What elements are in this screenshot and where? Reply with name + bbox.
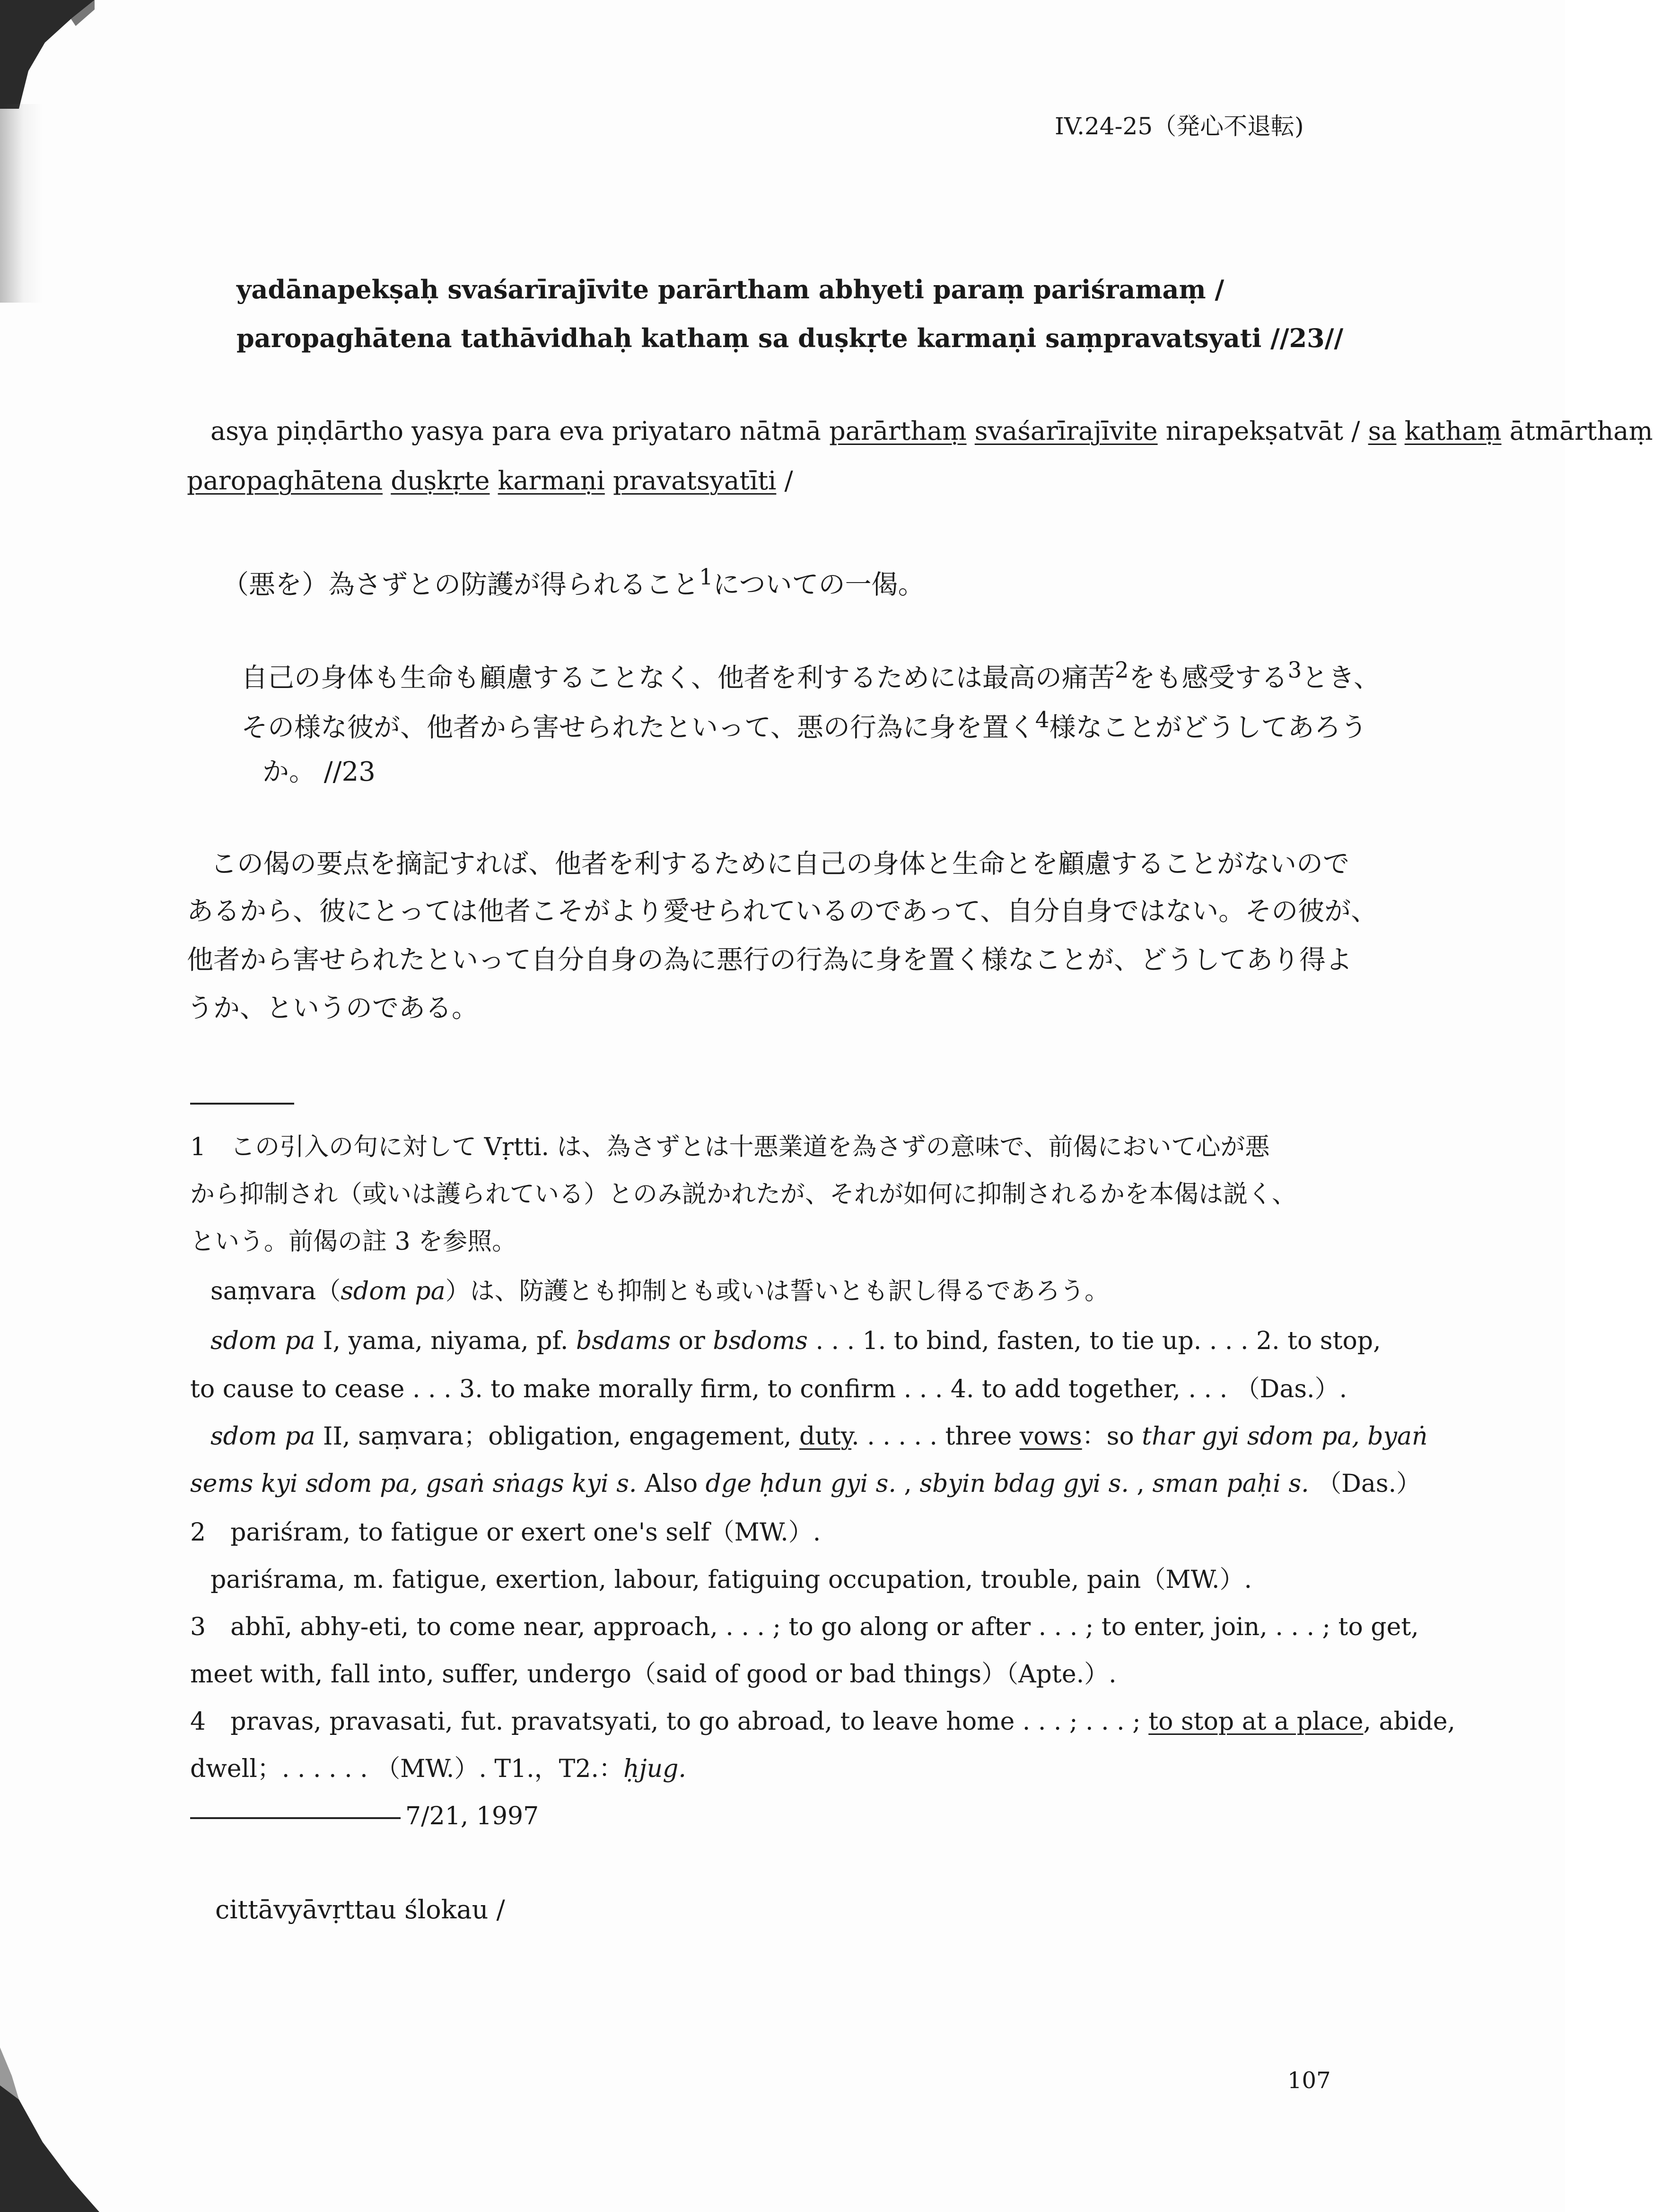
commentary-text: asya piṇḍārtho yasya para eva priyataro nātmā — [210, 416, 830, 446]
footnote-text: Also — [637, 1470, 706, 1498]
heading-text: （悪を）為さずとの防護が得られること — [222, 569, 699, 601]
translation-text: その様な彼が、他者から害せられたといって、悪の行為に身を置く — [241, 712, 1035, 743]
underlined-term: to stop at a place — [1148, 1707, 1364, 1736]
underlined-term: svaśarīrajīvite — [974, 416, 1158, 446]
heading-jp — [222, 566, 925, 599]
underlined-term: duty — [799, 1422, 852, 1451]
tibetan-term: thar gyi sdom pa, byaṅ — [1142, 1422, 1428, 1451]
footnote-text: I, yama, niyama, pf. — [315, 1327, 576, 1355]
footnote-text: II, saṃvara；obligation, engagement, — [315, 1422, 799, 1451]
summary-line-4: うか、というのである。 — [187, 993, 478, 1024]
footnote-text: dwell；. . . . . . （MW.）. T1.，T2.： — [190, 1755, 623, 1783]
commentary-text: / — [776, 466, 793, 496]
footnote-text: , — [1128, 1470, 1153, 1498]
translation-text: をも感受する — [1128, 662, 1288, 694]
commentary-line-1 — [210, 418, 1653, 444]
footnote-2-line-1: 2 pariśram, to fatigue or exert one's self（MW.）. — [190, 1518, 821, 1547]
scan-shadow-edge — [0, 104, 43, 303]
commentary-text: nirapekṣatvāt / — [1157, 416, 1368, 446]
underlined-term: vows — [1019, 1422, 1082, 1451]
date-rule — [190, 1817, 401, 1819]
tibetan-term: sdom pa — [210, 1422, 315, 1451]
footnote-text: ：so — [1082, 1422, 1142, 1451]
tibetan-term: sdom pa — [210, 1327, 315, 1355]
footnote-date-line — [190, 1804, 539, 1829]
summary-line-1: この偈の要点を摘記すれば、他者を利するために自己の身体と生命とを顧慮することがないので — [210, 849, 1349, 880]
footnote-text: or — [671, 1327, 713, 1355]
footnote-2-line-2: pariśrama, m. fatigue, exertion, labour, fatiguing occupation, trouble, pain（MW.）. — [210, 1566, 1252, 1594]
tibetan-term: bsdams — [576, 1327, 671, 1355]
summary-line-3: 他者から害せられたといって自分自身の為に悪行の行為に身を置く様なことが、どうしてあり得よ — [187, 945, 1352, 975]
tibetan-term: sems kyi sdom pa, gsaṅ sṅags kyi s. — [190, 1470, 637, 1498]
translation-line-1 — [241, 660, 1380, 692]
footnote-ref: 4 — [1035, 707, 1050, 733]
verse-line-1: yadānapekṣaḥ svaśarīrajīvite parārtham abhyeti paraṃ pariśramaṃ / — [236, 274, 1224, 305]
footnote-ref: 3 — [1287, 658, 1302, 683]
footnote-1-line-7 — [210, 1424, 1427, 1449]
translation-line-2 — [241, 709, 1367, 741]
commentary-line-2 — [187, 468, 793, 494]
section-header: IV.24-25（発心不退転) — [1055, 113, 1304, 140]
tibetan-term: dge ḥdun gyi s. — [705, 1470, 896, 1498]
footnote-1-line-1: 1 この引入の句に対して Vṛtti. は、為さずとは十悪業道を為さずの意味で、前偈において心が悪 — [190, 1133, 1270, 1161]
summary-line-2: あるから、彼にとっては他者こそがより愛せられているのであって、自分自身ではない。その彼が、 — [187, 896, 1378, 927]
underlined-term: paropaghātena — [187, 466, 383, 496]
translation-text: 様なことがどうしてあろう — [1049, 712, 1367, 743]
footnote-text: 4 pravas, pravasati, fut. pravatsyati, to go abroad, to leave home . . . ; . . . ; — [190, 1707, 1149, 1736]
scan-shadow-bottom — [0, 2047, 99, 2212]
footnote-text: , — [896, 1470, 920, 1498]
footnote-1-line-8 — [190, 1472, 1421, 1496]
footnote-4-line-1 — [190, 1709, 1455, 1734]
footnote-1-line-4 — [210, 1279, 1109, 1304]
heading-text: についての一偈。 — [713, 569, 925, 601]
footnote-ref: 1 — [699, 565, 713, 590]
translation-text: とき、 — [1302, 662, 1381, 694]
tibetan-term: bsdoms — [713, 1327, 808, 1355]
footnote-4-line-2 — [190, 1757, 686, 1781]
footnote-3-line-1: 3 abhī, abhy-eti, to come near, approach, . . . ; to go along or after . . . ; to enter, join, . . . ; to get, — [190, 1613, 1419, 1641]
footnote-text: saṃvara（ — [210, 1277, 341, 1306]
translation-text: 自己の身体も生命も顧慮することなく、他者を利するためには最高の痛苦 — [241, 662, 1115, 694]
footnote-3-line-2: meet with, fall into, suffer, undergo（said of good or bad things）（Apte.）. — [190, 1660, 1117, 1689]
underlined-term: karmaṇi — [498, 466, 605, 496]
underlined-term: kathaṃ — [1404, 416, 1502, 446]
footnote-separator — [190, 1103, 294, 1105]
footnote-text: , abide, — [1363, 1707, 1456, 1736]
footnote-1-line-3: という。前偈の註 3 を参照。 — [190, 1228, 517, 1256]
verse-line-2: paropaghātena tathāvidhaḥ kathaṃ sa duṣkṛte karmaṇi saṃpravatsyati //23// — [236, 323, 1344, 353]
underlined-term: duṣkṛte — [391, 466, 490, 496]
translation-line-3: か。 //23 — [262, 757, 376, 787]
footnote-ref: 2 — [1114, 658, 1129, 683]
scan-shadow-top — [0, 0, 95, 109]
footnote-date: 7/21, 1997 — [405, 1802, 539, 1830]
footnote-1-line-2: から抑制され（或いは護られている）とのみ説かれたが、それが如何に抑制されるかを本偈は説く、 — [190, 1180, 1296, 1209]
tibetan-term: sman paḥi s. — [1152, 1470, 1309, 1498]
footnote-1-line-6: to cause to cease . . . 3. to make morally firm, to confirm . . . 4. to add together, . . . （Das.）. — [190, 1375, 1347, 1403]
closing-line: cittāvyāvṛttau ślokau / — [215, 1895, 505, 1925]
footnote-text: . . . 1. to bind, fasten, to tie up. . . . 2. to stop, — [807, 1327, 1381, 1355]
footnote-text: ）は、防護とも抑制とも或いは誓いとも訳し得るであろう。 — [445, 1277, 1110, 1306]
underlined-term: pravatsyatīti — [612, 466, 777, 496]
tibetan-term: sdom pa — [341, 1277, 446, 1306]
footnote-text: （Das.） — [1309, 1470, 1421, 1498]
underlined-term: parārthaṃ — [829, 416, 967, 446]
footnote-text: . . . . . . three — [851, 1422, 1020, 1451]
tibetan-term: ḥjug. — [623, 1755, 686, 1783]
page-number: 107 — [1287, 2067, 1331, 2094]
commentary-text: ātmārthaṃ — [1501, 416, 1653, 446]
footnote-1-line-5 — [210, 1329, 1381, 1353]
underlined-term: sa — [1368, 416, 1397, 446]
tibetan-term: sbyin bdag gyi s. — [919, 1470, 1129, 1498]
